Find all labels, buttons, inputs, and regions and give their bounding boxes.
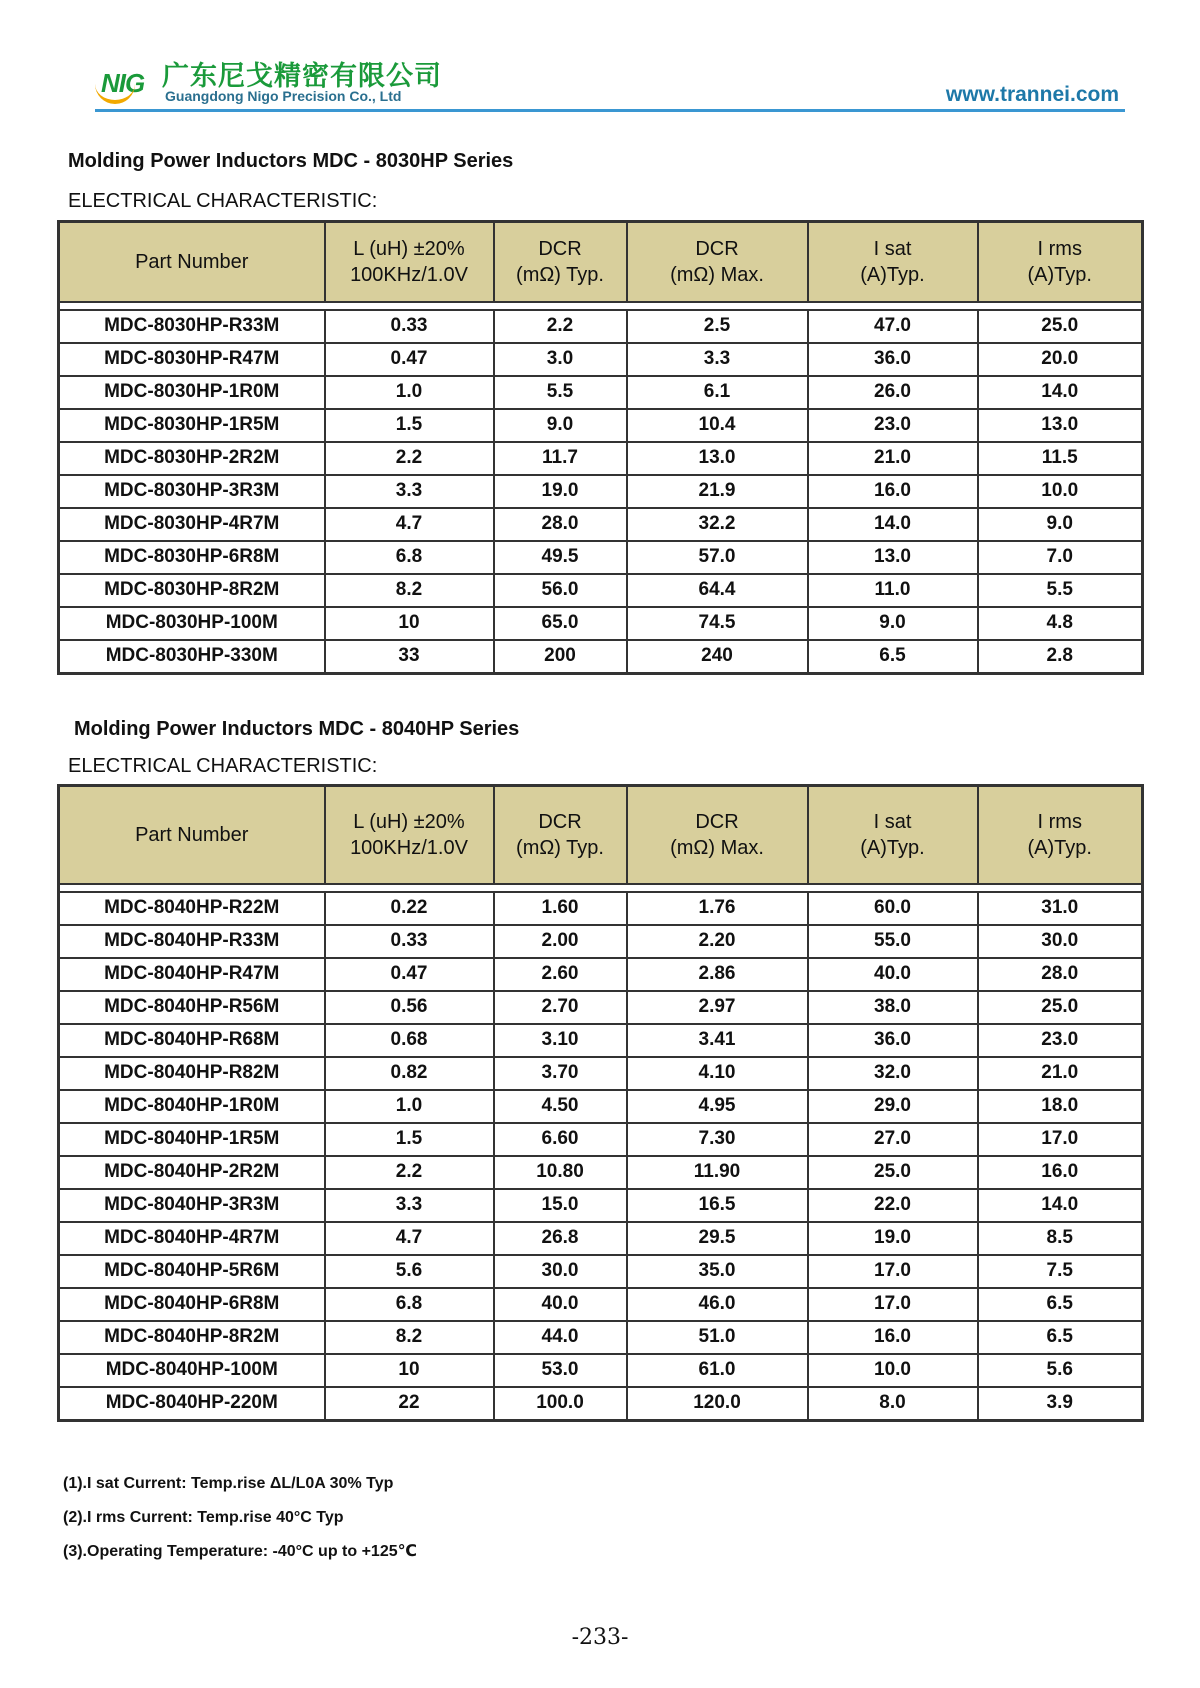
table-row: [59, 541, 1143, 574]
part-number-cell: MDC-8030HP-100M: [59, 607, 325, 640]
notes: [63, 1467, 417, 1569]
value-cell: 0.47: [325, 958, 494, 991]
value-cell: 28.0: [978, 958, 1143, 991]
value-cell: 31.0: [978, 892, 1143, 925]
part-number-cell: MDC-8040HP-R47M: [59, 958, 325, 991]
value-cell: 40.0: [808, 958, 978, 991]
gap-cell: [627, 884, 808, 892]
value-cell: 11.0: [808, 574, 978, 607]
column-header: I rms (A)Typ.: [978, 786, 1143, 884]
value-cell: 14.0: [808, 508, 978, 541]
value-cell: 32.0: [808, 1057, 978, 1090]
part-number-cell: MDC-8040HP-220M: [59, 1387, 325, 1421]
part-number-cell: MDC-8030HP-8R2M: [59, 574, 325, 607]
value-cell: 11.90: [627, 1156, 808, 1189]
table-row: [59, 925, 1143, 958]
value-cell: 11.5: [978, 442, 1143, 475]
logo-text: NIG: [101, 68, 145, 98]
part-number-cell: MDC-8040HP-4R7M: [59, 1222, 325, 1255]
part-number-cell: MDC-8040HP-1R5M: [59, 1123, 325, 1156]
gap-cell: [978, 884, 1143, 892]
value-cell: 2.2: [325, 1156, 494, 1189]
value-cell: 57.0: [627, 541, 808, 574]
table-row: [59, 991, 1143, 1024]
part-number-cell: MDC-8030HP-3R3M: [59, 475, 325, 508]
gap-cell: [325, 884, 494, 892]
value-cell: 7.0: [978, 541, 1143, 574]
value-cell: 2.5: [627, 310, 808, 343]
value-cell: 13.0: [627, 442, 808, 475]
value-cell: 27.0: [808, 1123, 978, 1156]
value-cell: 10: [325, 1354, 494, 1387]
value-cell: 21.0: [978, 1057, 1143, 1090]
value-cell: 16.0: [808, 1321, 978, 1354]
value-cell: 17.0: [808, 1288, 978, 1321]
value-cell: 25.0: [808, 1156, 978, 1189]
value-cell: 2.2: [325, 442, 494, 475]
value-cell: 10.0: [978, 475, 1143, 508]
column-header: L (uH) ±20% 100KHz/1.0V: [325, 786, 494, 884]
value-cell: 4.50: [494, 1090, 627, 1123]
value-cell: 2.60: [494, 958, 627, 991]
gap-cell: [59, 302, 325, 310]
value-cell: 5.6: [325, 1255, 494, 1288]
value-cell: 14.0: [978, 1189, 1143, 1222]
table-row: [59, 310, 1143, 343]
value-cell: 36.0: [808, 343, 978, 376]
table-row: [59, 1354, 1143, 1387]
column-header: DCR (mΩ) Typ.: [494, 786, 627, 884]
value-cell: 26.8: [494, 1222, 627, 1255]
value-cell: 17.0: [808, 1255, 978, 1288]
value-cell: 25.0: [978, 310, 1143, 343]
table-header-row: [59, 786, 1143, 884]
value-cell: 4.7: [325, 508, 494, 541]
table-row: [59, 475, 1143, 508]
table-row: [59, 1387, 1143, 1421]
value-cell: 3.70: [494, 1057, 627, 1090]
spec-table-8040hp: [57, 784, 1144, 1422]
gap-cell: [978, 302, 1143, 310]
part-number-cell: MDC-8040HP-3R3M: [59, 1189, 325, 1222]
column-header: DCR (mΩ) Typ.: [494, 222, 627, 302]
value-cell: 2.00: [494, 925, 627, 958]
value-cell: 0.22: [325, 892, 494, 925]
part-number-cell: MDC-8030HP-4R7M: [59, 508, 325, 541]
value-cell: 6.60: [494, 1123, 627, 1156]
value-cell: 26.0: [808, 376, 978, 409]
part-number-cell: MDC-8030HP-1R0M: [59, 376, 325, 409]
value-cell: 2.8: [978, 640, 1143, 674]
table-row: [59, 343, 1143, 376]
value-cell: 13.0: [978, 409, 1143, 442]
value-cell: 19.0: [808, 1222, 978, 1255]
value-cell: 1.0: [325, 1090, 494, 1123]
table-gap-row: [59, 302, 1143, 310]
table-row: [59, 376, 1143, 409]
value-cell: 32.2: [627, 508, 808, 541]
part-number-cell: MDC-8040HP-2R2M: [59, 1156, 325, 1189]
value-cell: 38.0: [808, 991, 978, 1024]
value-cell: 6.1: [627, 376, 808, 409]
value-cell: 11.7: [494, 442, 627, 475]
value-cell: 9.0: [494, 409, 627, 442]
value-cell: 1.5: [325, 1123, 494, 1156]
column-header: I sat (A)Typ.: [808, 786, 978, 884]
part-number-cell: MDC-8040HP-R33M: [59, 925, 325, 958]
gap-cell: [494, 302, 627, 310]
gap-cell: [627, 302, 808, 310]
value-cell: 240: [627, 640, 808, 674]
value-cell: 17.0: [978, 1123, 1143, 1156]
value-cell: 8.0: [808, 1387, 978, 1421]
value-cell: 33: [325, 640, 494, 674]
value-cell: 23.0: [808, 409, 978, 442]
value-cell: 36.0: [808, 1024, 978, 1057]
value-cell: 2.97: [627, 991, 808, 1024]
table-row: [59, 1321, 1143, 1354]
value-cell: 3.41: [627, 1024, 808, 1057]
value-cell: 8.5: [978, 1222, 1143, 1255]
part-number-cell: MDC-8030HP-R33M: [59, 310, 325, 343]
part-number-cell: MDC-8030HP-1R5M: [59, 409, 325, 442]
table-row: [59, 1189, 1143, 1222]
value-cell: 40.0: [494, 1288, 627, 1321]
value-cell: 4.8: [978, 607, 1143, 640]
gap-cell: [808, 884, 978, 892]
value-cell: 53.0: [494, 1354, 627, 1387]
table-row: [59, 1255, 1143, 1288]
value-cell: 3.3: [325, 1189, 494, 1222]
part-number-cell: MDC-8040HP-6R8M: [59, 1288, 325, 1321]
value-cell: 19.0: [494, 475, 627, 508]
value-cell: 6.5: [978, 1321, 1143, 1354]
table-row: [59, 640, 1143, 674]
company-name-en: Guangdong Nigo Precision Co., Ltd: [165, 88, 402, 104]
value-cell: 3.3: [325, 475, 494, 508]
gap-cell: [59, 884, 325, 892]
value-cell: 2.2: [494, 310, 627, 343]
value-cell: 1.60: [494, 892, 627, 925]
website-link[interactable]: www.trannei.com: [945, 83, 1119, 106]
part-number-cell: MDC-8040HP-R56M: [59, 991, 325, 1024]
part-number-cell: MDC-8030HP-2R2M: [59, 442, 325, 475]
gap-cell: [494, 884, 627, 892]
value-cell: 21.9: [627, 475, 808, 508]
table-row: [59, 1222, 1143, 1255]
value-cell: 51.0: [627, 1321, 808, 1354]
column-header: I rms (A)Typ.: [978, 222, 1143, 302]
table-gap-row: [59, 884, 1143, 892]
table-row: [59, 1057, 1143, 1090]
value-cell: 8.2: [325, 1321, 494, 1354]
value-cell: 13.0: [808, 541, 978, 574]
part-number-cell: MDC-8040HP-100M: [59, 1354, 325, 1387]
value-cell: 4.95: [627, 1090, 808, 1123]
value-cell: 10.0: [808, 1354, 978, 1387]
note-item: (1).I sat Current: Temp.rise ΔL/L0A 30% Typ: [63, 1475, 394, 1492]
value-cell: 64.4: [627, 574, 808, 607]
table-row: [59, 442, 1143, 475]
value-cell: 1.0: [325, 376, 494, 409]
table-row: [59, 958, 1143, 991]
value-cell: 22: [325, 1387, 494, 1421]
value-cell: 3.0: [494, 343, 627, 376]
table-row: [59, 607, 1143, 640]
value-cell: 25.0: [978, 991, 1143, 1024]
table-row: [59, 508, 1143, 541]
company-name-cn: 广东尼戈精密有限公司: [162, 61, 442, 92]
value-cell: 60.0: [808, 892, 978, 925]
value-cell: 28.0: [494, 508, 627, 541]
table-row: [59, 1123, 1143, 1156]
value-cell: 0.47: [325, 343, 494, 376]
column-header: Part Number: [59, 222, 325, 302]
value-cell: 47.0: [808, 310, 978, 343]
table-row: [59, 1090, 1143, 1123]
part-number-cell: MDC-8030HP-330M: [59, 640, 325, 674]
spec-table-8030hp: [57, 220, 1144, 675]
value-cell: 2.20: [627, 925, 808, 958]
value-cell: 0.33: [325, 310, 494, 343]
value-cell: 3.9: [978, 1387, 1143, 1421]
page-number: -233-: [571, 1625, 629, 1650]
page-header: [95, 48, 1125, 113]
part-number-cell: MDC-8040HP-R22M: [59, 892, 325, 925]
note-item: (2).I rms Current: Temp.rise 40°C Typ: [63, 1509, 344, 1526]
value-cell: 49.5: [494, 541, 627, 574]
table-row: [59, 574, 1143, 607]
value-cell: 29.5: [627, 1222, 808, 1255]
column-header: DCR (mΩ) Max.: [627, 786, 808, 884]
value-cell: 30.0: [494, 1255, 627, 1288]
value-cell: 61.0: [627, 1354, 808, 1387]
value-cell: 10.80: [494, 1156, 627, 1189]
value-cell: 55.0: [808, 925, 978, 958]
value-cell: 0.33: [325, 925, 494, 958]
value-cell: 6.8: [325, 541, 494, 574]
section1-subtitle: ELECTRICAL CHARACTERISTIC:: [68, 190, 378, 212]
column-header: I sat (A)Typ.: [808, 222, 978, 302]
value-cell: 20.0: [978, 343, 1143, 376]
value-cell: 44.0: [494, 1321, 627, 1354]
logo-arc-icon: [95, 80, 135, 104]
value-cell: 10: [325, 607, 494, 640]
table-row: [59, 1024, 1143, 1057]
value-cell: 16.5: [627, 1189, 808, 1222]
value-cell: 23.0: [978, 1024, 1143, 1057]
value-cell: 100.0: [494, 1387, 627, 1421]
gap-cell: [325, 302, 494, 310]
value-cell: 15.0: [494, 1189, 627, 1222]
value-cell: 1.5: [325, 409, 494, 442]
value-cell: 120.0: [627, 1387, 808, 1421]
table-row: [59, 1156, 1143, 1189]
part-number-cell: MDC-8040HP-1R0M: [59, 1090, 325, 1123]
value-cell: 3.3: [627, 343, 808, 376]
table-header-row: [59, 222, 1143, 302]
value-cell: 0.56: [325, 991, 494, 1024]
value-cell: 9.0: [978, 508, 1143, 541]
gap-cell: [808, 302, 978, 310]
value-cell: 0.68: [325, 1024, 494, 1057]
section2-subtitle: ELECTRICAL CHARACTERISTIC:: [68, 755, 378, 777]
value-cell: 16.0: [808, 475, 978, 508]
value-cell: 29.0: [808, 1090, 978, 1123]
value-cell: 18.0: [978, 1090, 1143, 1123]
header-divider: [95, 109, 1125, 112]
value-cell: 35.0: [627, 1255, 808, 1288]
value-cell: 74.5: [627, 607, 808, 640]
value-cell: 16.0: [978, 1156, 1143, 1189]
value-cell: 65.0: [494, 607, 627, 640]
value-cell: 7.30: [627, 1123, 808, 1156]
value-cell: 3.10: [494, 1024, 627, 1057]
value-cell: 30.0: [978, 925, 1143, 958]
value-cell: 2.86: [627, 958, 808, 991]
column-header: L (uH) ±20% 100KHz/1.0V: [325, 222, 494, 302]
value-cell: 7.5: [978, 1255, 1143, 1288]
value-cell: 6.5: [978, 1288, 1143, 1321]
value-cell: 5.6: [978, 1354, 1143, 1387]
value-cell: 9.0: [808, 607, 978, 640]
column-header: Part Number: [59, 786, 325, 884]
section1-title: Molding Power Inductors MDC - 8030HP Series: [68, 150, 514, 172]
part-number-cell: MDC-8040HP-5R6M: [59, 1255, 325, 1288]
value-cell: 46.0: [627, 1288, 808, 1321]
value-cell: 2.70: [494, 991, 627, 1024]
value-cell: 21.0: [808, 442, 978, 475]
part-number-cell: MDC-8030HP-R47M: [59, 343, 325, 376]
section2-title: Molding Power Inductors MDC - 8040HP Series: [74, 718, 520, 740]
table-row: [59, 892, 1143, 925]
value-cell: 56.0: [494, 574, 627, 607]
value-cell: 4.7: [325, 1222, 494, 1255]
value-cell: 6.5: [808, 640, 978, 674]
value-cell: 4.10: [627, 1057, 808, 1090]
part-number-cell: MDC-8040HP-R68M: [59, 1024, 325, 1057]
value-cell: 8.2: [325, 574, 494, 607]
table-row: [59, 1288, 1143, 1321]
note-item: (3).Operating Temperature: -40°C up to +125℃: [63, 1543, 417, 1560]
value-cell: 10.4: [627, 409, 808, 442]
part-number-cell: MDC-8040HP-8R2M: [59, 1321, 325, 1354]
value-cell: 6.8: [325, 1288, 494, 1321]
value-cell: 1.76: [627, 892, 808, 925]
value-cell: 200: [494, 640, 627, 674]
company-logo: [101, 68, 144, 99]
column-header: DCR (mΩ) Max.: [627, 222, 808, 302]
value-cell: 5.5: [978, 574, 1143, 607]
value-cell: 22.0: [808, 1189, 978, 1222]
value-cell: 5.5: [494, 376, 627, 409]
value-cell: 0.82: [325, 1057, 494, 1090]
value-cell: 14.0: [978, 376, 1143, 409]
part-number-cell: MDC-8040HP-R82M: [59, 1057, 325, 1090]
table-row: [59, 409, 1143, 442]
part-number-cell: MDC-8030HP-6R8M: [59, 541, 325, 574]
